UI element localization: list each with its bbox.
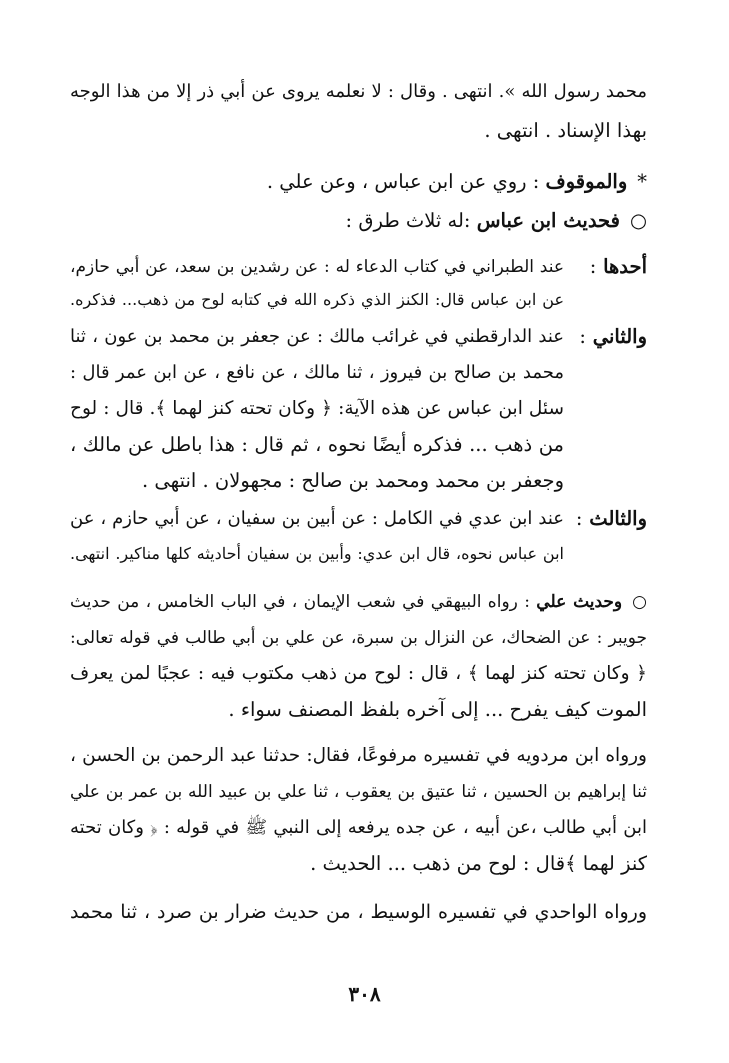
- mawquf-label: والموقوف: [545, 170, 628, 193]
- third-label-colon: :: [575, 507, 583, 530]
- mawquf-text: : روي عن ابن عباس ، وعن علي .: [266, 170, 540, 193]
- text-line: عند الدارقطني في غرائب مالك : عن جعفر بن محمد بن عون ، ثنا: [70, 326, 564, 347]
- text-line: ورواه ابن مردويه في تفسيره مرفوعًا، فقال: حدثنا عبد الرحمن بن الحسن ،: [70, 745, 647, 766]
- text-line: محمد رسول الله ». انتهى . وقال : لا نعلمه يروى عن أبي ذر إلا من هذا الوجه: [70, 81, 647, 102]
- text-line: ﴿ وكان تحته كنز لهما ﴾ ، قال : لوح من ذهب مكتوب فيه : عجبًا لمن يعرف: [70, 663, 647, 684]
- text-line: بهذا الإسناد . انتهى .: [484, 119, 647, 142]
- ali-label: وحديث علي: [536, 592, 623, 612]
- text-line: ابن أبي طالب ،عن أبيه ، عن جده يرفعه إلى النبي ﷺ في قوله : ﴿ وكان تحته: [70, 817, 647, 838]
- text-line: عند ابن عدي في الكامل : عن أبين بن سفيان ، عن أبي حازم ، عن: [70, 508, 564, 529]
- text-line: الموت كيف يفرح ... إلى آخره بلفظ المصنف سواء .: [228, 698, 647, 721]
- ibn-abbas-heading: [70, 207, 647, 235]
- third-label-text: والثالث: [589, 507, 647, 530]
- first-label-text: أحدها: [603, 255, 647, 278]
- second-label-text: والثاني: [592, 325, 647, 348]
- mawquf-heading: [70, 168, 647, 196]
- ibn-abbas-text: :له ثلاث طرق :: [345, 209, 471, 232]
- ali-heading: [70, 588, 647, 616]
- ibn-abbas-label: فحديث ابن عباس: [476, 209, 620, 232]
- text-line: عند الطبراني في كتاب الدعاء له : عن رشدين بن سعد، عن أبي حازم،: [70, 257, 564, 277]
- second-route-label: [565, 323, 647, 351]
- page-number: ٣٠٨: [348, 982, 381, 1006]
- text-line: كنز لهما ﴾قال : لوح من ذهب ... الحديث .: [310, 852, 647, 875]
- text-line: عن ابن عباس قال: الكنز الذي ذكره الله في كتابه لوح من ذهب... فذكره.: [70, 290, 564, 309]
- asterisk-icon: *: [637, 170, 647, 193]
- text-line: : رواه البيهقي في شعب الإيمان ، في الباب الخامس ، من حديث: [70, 592, 530, 612]
- text-line: سئل ابن عباس عن هذه الآية: ﴿ وكان تحته كنز لهما ﴾. قال : لوح: [70, 398, 564, 419]
- text-line: من ذهب ... فذكره أيضًا نحوه ، ثم قال : هذا باطل عن مالك ،: [70, 433, 564, 456]
- text-line: وجعفر بن محمد ومحمد بن صالح : مجهولان . انتهى .: [141, 469, 564, 492]
- text-line: جويبر : عن الضحاك، عن النزال بن سبرة، عن علي بن أبي طالب في قوله تعالى:: [70, 628, 647, 648]
- circle-icon: ○: [632, 592, 647, 612]
- first-route-label: [565, 253, 647, 281]
- third-route-label: [565, 505, 647, 533]
- text-line: ابن عباس نحوه، قال ابن عدي: وأبين بن سفيان أحاديثه كلها مناكير. انتهى.: [70, 544, 564, 563]
- text-line: ثنا إبراهيم بن الحسين ، ثنا عتيق بن يعقوب ، ثنا علي بن عبيد الله بن عمر بن علي: [70, 782, 647, 802]
- text-line: ورواه الواحدي في تفسيره الوسيط ، من حديث ضرار بن صرد ، ثنا محمد: [70, 901, 647, 923]
- text-line: محمد بن صالح بن فيروز ، ثنا مالك ، عن نافع ، عن ابن عمر قال :: [70, 362, 564, 383]
- first-label-colon: :: [589, 255, 597, 278]
- circle-icon: ○: [629, 209, 647, 232]
- second-label-colon: :: [579, 325, 586, 348]
